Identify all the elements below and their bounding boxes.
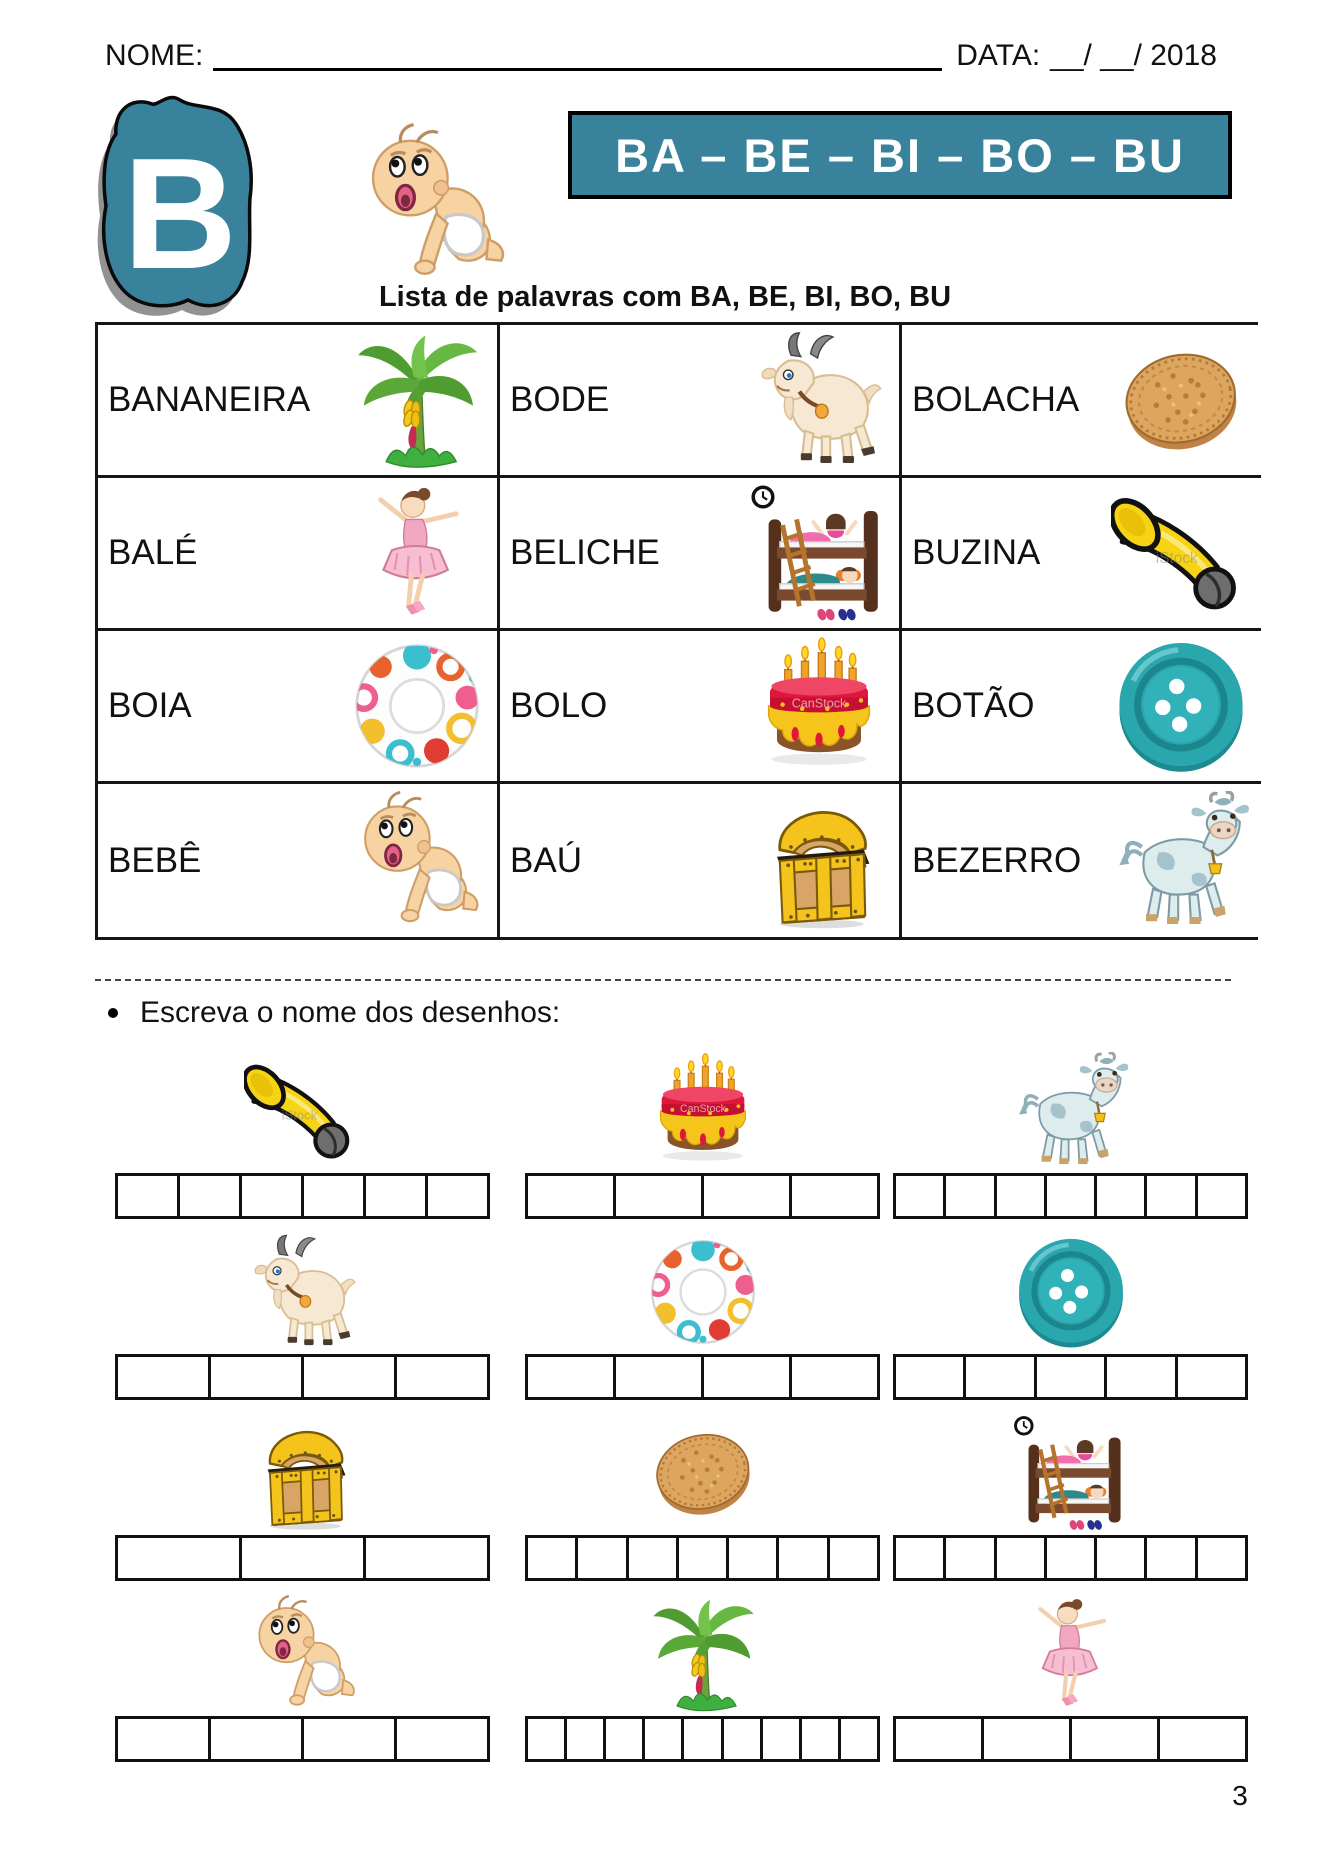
letter-box[interactable] bbox=[606, 1719, 645, 1759]
letter-box[interactable] bbox=[1072, 1719, 1160, 1759]
word-label: BELICHE bbox=[510, 533, 660, 572]
word-cell-botao bbox=[902, 631, 1261, 784]
letter-box[interactable] bbox=[616, 1176, 704, 1216]
letter-boxes-strip bbox=[893, 1354, 1248, 1400]
letter-box[interactable] bbox=[304, 1176, 366, 1216]
letter-boxes-strip bbox=[525, 1535, 880, 1581]
horn-image bbox=[228, 1052, 378, 1170]
baby-image bbox=[228, 1595, 378, 1713]
word-cell-buzina bbox=[902, 478, 1261, 631]
word-label: BODE bbox=[510, 380, 610, 419]
exercise-item-buzina bbox=[115, 1038, 490, 1219]
exercise-item-bebe bbox=[115, 1581, 490, 1762]
exercise-instruction: Escreva o nome dos desenhos: bbox=[140, 996, 561, 1029]
word-label: BUZINA bbox=[912, 533, 1041, 572]
letter-box[interactable] bbox=[1097, 1538, 1147, 1578]
letter-boxes-strip bbox=[893, 1173, 1248, 1219]
letter-box[interactable] bbox=[211, 1357, 304, 1397]
letter-box[interactable] bbox=[802, 1719, 841, 1759]
word-label: BEZERRO bbox=[912, 840, 1082, 880]
word-label: BALÉ bbox=[108, 533, 198, 572]
word-label: BAÚ bbox=[510, 840, 582, 880]
exercise-row bbox=[95, 1038, 1258, 1219]
letter-box[interactable] bbox=[578, 1538, 628, 1578]
letter-box[interactable] bbox=[896, 1538, 946, 1578]
exercise-item-bezerro bbox=[893, 1038, 1248, 1219]
letter-boxes-strip bbox=[525, 1354, 880, 1400]
letter-box[interactable] bbox=[118, 1719, 211, 1759]
letter-box[interactable] bbox=[118, 1538, 242, 1578]
calf-image bbox=[996, 1052, 1146, 1170]
letter-box[interactable] bbox=[679, 1538, 729, 1578]
letter-box[interactable] bbox=[946, 1538, 996, 1578]
exercise-row bbox=[95, 1400, 1258, 1581]
word-cell-bale bbox=[98, 478, 500, 631]
letter-box[interactable] bbox=[966, 1357, 1036, 1397]
letter-boxes-strip bbox=[115, 1173, 490, 1219]
exercise-item-bolacha bbox=[525, 1400, 880, 1581]
date-label: DATA: bbox=[956, 39, 1041, 72]
cookie-image bbox=[1107, 330, 1255, 470]
letter-box[interactable] bbox=[704, 1357, 792, 1397]
word-cell-bebe bbox=[98, 784, 500, 937]
word-cell-boia bbox=[98, 631, 500, 784]
letter-boxes-strip bbox=[893, 1716, 1248, 1762]
picture-area bbox=[893, 1581, 1248, 1716]
picture-area bbox=[525, 1038, 880, 1173]
exercise-item-bode bbox=[115, 1219, 490, 1400]
letter-box[interactable] bbox=[792, 1357, 877, 1397]
letter-box[interactable] bbox=[830, 1538, 877, 1578]
letter-box[interactable] bbox=[896, 1719, 984, 1759]
word-cell-beliche bbox=[500, 478, 902, 631]
exercise-item-botao bbox=[893, 1219, 1248, 1400]
word-label: BOLO bbox=[510, 686, 608, 725]
header-line bbox=[105, 34, 1217, 73]
letter-boxes-strip bbox=[525, 1716, 880, 1762]
letter-box[interactable] bbox=[997, 1538, 1047, 1578]
letter-box[interactable] bbox=[779, 1538, 829, 1578]
baby-image bbox=[343, 791, 491, 931]
cake-image bbox=[628, 1052, 778, 1170]
button-image bbox=[1107, 636, 1255, 776]
letter-box[interactable] bbox=[792, 1176, 877, 1216]
picture-area bbox=[525, 1400, 880, 1535]
treasure-chest-image bbox=[228, 1414, 378, 1532]
letter-box[interactable] bbox=[118, 1357, 211, 1397]
letter-box[interactable] bbox=[528, 1176, 616, 1216]
letter-box[interactable] bbox=[896, 1357, 966, 1397]
swim-ring-image bbox=[628, 1233, 778, 1351]
picture-area bbox=[893, 1400, 1248, 1535]
letter-box[interactable] bbox=[997, 1176, 1047, 1216]
letter-box[interactable] bbox=[724, 1719, 763, 1759]
letter-box[interactable] bbox=[567, 1719, 606, 1759]
letter-box[interactable] bbox=[242, 1538, 366, 1578]
word-label: BOIA bbox=[108, 686, 192, 725]
exercise-item-beliche bbox=[893, 1400, 1248, 1581]
letter-box[interactable] bbox=[616, 1357, 704, 1397]
picture-area bbox=[115, 1400, 490, 1535]
exercise-item-bau bbox=[115, 1400, 490, 1581]
letter-box[interactable] bbox=[1037, 1357, 1107, 1397]
letter-boxes-strip bbox=[525, 1173, 880, 1219]
bunk-bed-image bbox=[996, 1414, 1146, 1532]
letter-box[interactable] bbox=[729, 1538, 779, 1578]
word-label: BOTÃO bbox=[912, 686, 1035, 725]
word-table bbox=[95, 322, 1258, 940]
word-label: BANANEIRA bbox=[108, 380, 311, 419]
ballerina-image bbox=[996, 1595, 1146, 1713]
letter-box[interactable] bbox=[528, 1719, 567, 1759]
letter-box[interactable] bbox=[841, 1719, 877, 1759]
letter-box[interactable] bbox=[763, 1719, 802, 1759]
letter-box[interactable] bbox=[629, 1538, 679, 1578]
baby-mascot-image bbox=[352, 104, 514, 304]
letter-box[interactable] bbox=[528, 1538, 578, 1578]
letter-box[interactable] bbox=[242, 1176, 304, 1216]
word-cell-bezerro bbox=[902, 784, 1261, 937]
letter-box[interactable] bbox=[366, 1176, 428, 1216]
syllables-banner: BA – BE – BI – BO – BU bbox=[568, 111, 1232, 199]
letter-box[interactable] bbox=[397, 1719, 487, 1759]
letter-box[interactable] bbox=[984, 1719, 1072, 1759]
letter-box[interactable] bbox=[428, 1176, 487, 1216]
word-list-title: Lista de palavras com BA, BE, BI, BO, BU bbox=[378, 281, 952, 313]
letter-box[interactable] bbox=[528, 1357, 616, 1397]
word-cell-bolo bbox=[500, 631, 902, 784]
picture-area bbox=[893, 1219, 1248, 1354]
banana-tree-image bbox=[343, 330, 491, 470]
page-number: 3 bbox=[1232, 1780, 1248, 1811]
picture-area bbox=[115, 1219, 490, 1354]
word-cell-bau bbox=[500, 784, 902, 937]
date-blanks[interactable]: __/ __/ 2018 bbox=[1050, 39, 1217, 72]
ballerina-image bbox=[343, 483, 491, 623]
letter-boxes-strip bbox=[115, 1354, 490, 1400]
button-image bbox=[996, 1233, 1146, 1351]
letter-box[interactable] bbox=[1097, 1176, 1147, 1216]
exercise-instruction-line bbox=[108, 996, 560, 1030]
letter-box[interactable] bbox=[1178, 1357, 1245, 1397]
letter-box[interactable] bbox=[211, 1719, 304, 1759]
letter-boxes-strip bbox=[115, 1535, 490, 1581]
cake-image bbox=[745, 636, 893, 776]
letter-box[interactable] bbox=[180, 1176, 242, 1216]
treasure-chest-image bbox=[745, 791, 893, 931]
letter-box[interactable] bbox=[896, 1176, 946, 1216]
picture-area bbox=[525, 1581, 880, 1716]
letter-box[interactable] bbox=[1198, 1176, 1245, 1216]
letter-box[interactable] bbox=[304, 1357, 397, 1397]
letter-box[interactable] bbox=[645, 1719, 684, 1759]
picture-area bbox=[115, 1581, 490, 1716]
letter-box[interactable] bbox=[1147, 1538, 1197, 1578]
cookie-image bbox=[628, 1414, 778, 1532]
horn-image bbox=[1107, 483, 1255, 623]
word-cell-bode bbox=[500, 325, 902, 478]
name-input-line[interactable] bbox=[213, 34, 942, 71]
letter-box[interactable] bbox=[1107, 1357, 1177, 1397]
exercise-item-bananeira bbox=[525, 1581, 880, 1762]
swim-ring-image bbox=[343, 636, 491, 776]
letter-box[interactable] bbox=[946, 1176, 996, 1216]
letter-box[interactable] bbox=[366, 1538, 487, 1578]
bullet-icon bbox=[108, 1008, 118, 1018]
word-cell-bananeira bbox=[98, 325, 500, 478]
exercise-item-bolo bbox=[525, 1038, 880, 1219]
letter-box[interactable] bbox=[1047, 1538, 1097, 1578]
letter-box[interactable] bbox=[1147, 1176, 1197, 1216]
letter-boxes-strip bbox=[893, 1535, 1248, 1581]
letter-box[interactable] bbox=[397, 1357, 487, 1397]
goat-image bbox=[745, 330, 893, 470]
letter-box[interactable] bbox=[1047, 1176, 1097, 1216]
letter-box[interactable] bbox=[1198, 1538, 1245, 1578]
exercise-item-bale bbox=[893, 1581, 1248, 1762]
exercise-item-boia bbox=[525, 1219, 880, 1400]
word-label: BOLACHA bbox=[912, 380, 1080, 419]
exercise-row bbox=[95, 1219, 1258, 1400]
exercise-grid bbox=[95, 1038, 1258, 1762]
bunk-bed-image bbox=[745, 483, 893, 623]
calf-image bbox=[1107, 791, 1255, 931]
word-cell-bolacha bbox=[902, 325, 1261, 478]
picture-area bbox=[525, 1219, 880, 1354]
goat-image bbox=[228, 1233, 378, 1351]
picture-area bbox=[115, 1038, 490, 1173]
picture-area bbox=[893, 1038, 1248, 1173]
name-label: NOME: bbox=[105, 39, 204, 72]
banana-tree-image bbox=[628, 1595, 778, 1713]
letter-box[interactable] bbox=[704, 1176, 792, 1216]
letter-b-text: B bbox=[122, 126, 238, 302]
letter-box[interactable] bbox=[684, 1719, 723, 1759]
exercise-row bbox=[95, 1581, 1258, 1762]
letter-box[interactable] bbox=[304, 1719, 397, 1759]
letter-box[interactable] bbox=[118, 1176, 180, 1216]
letter-box[interactable] bbox=[1160, 1719, 1245, 1759]
separator-dashed-line bbox=[95, 979, 1231, 981]
letter-boxes-strip bbox=[115, 1716, 490, 1762]
word-label: BEBÊ bbox=[108, 840, 202, 880]
